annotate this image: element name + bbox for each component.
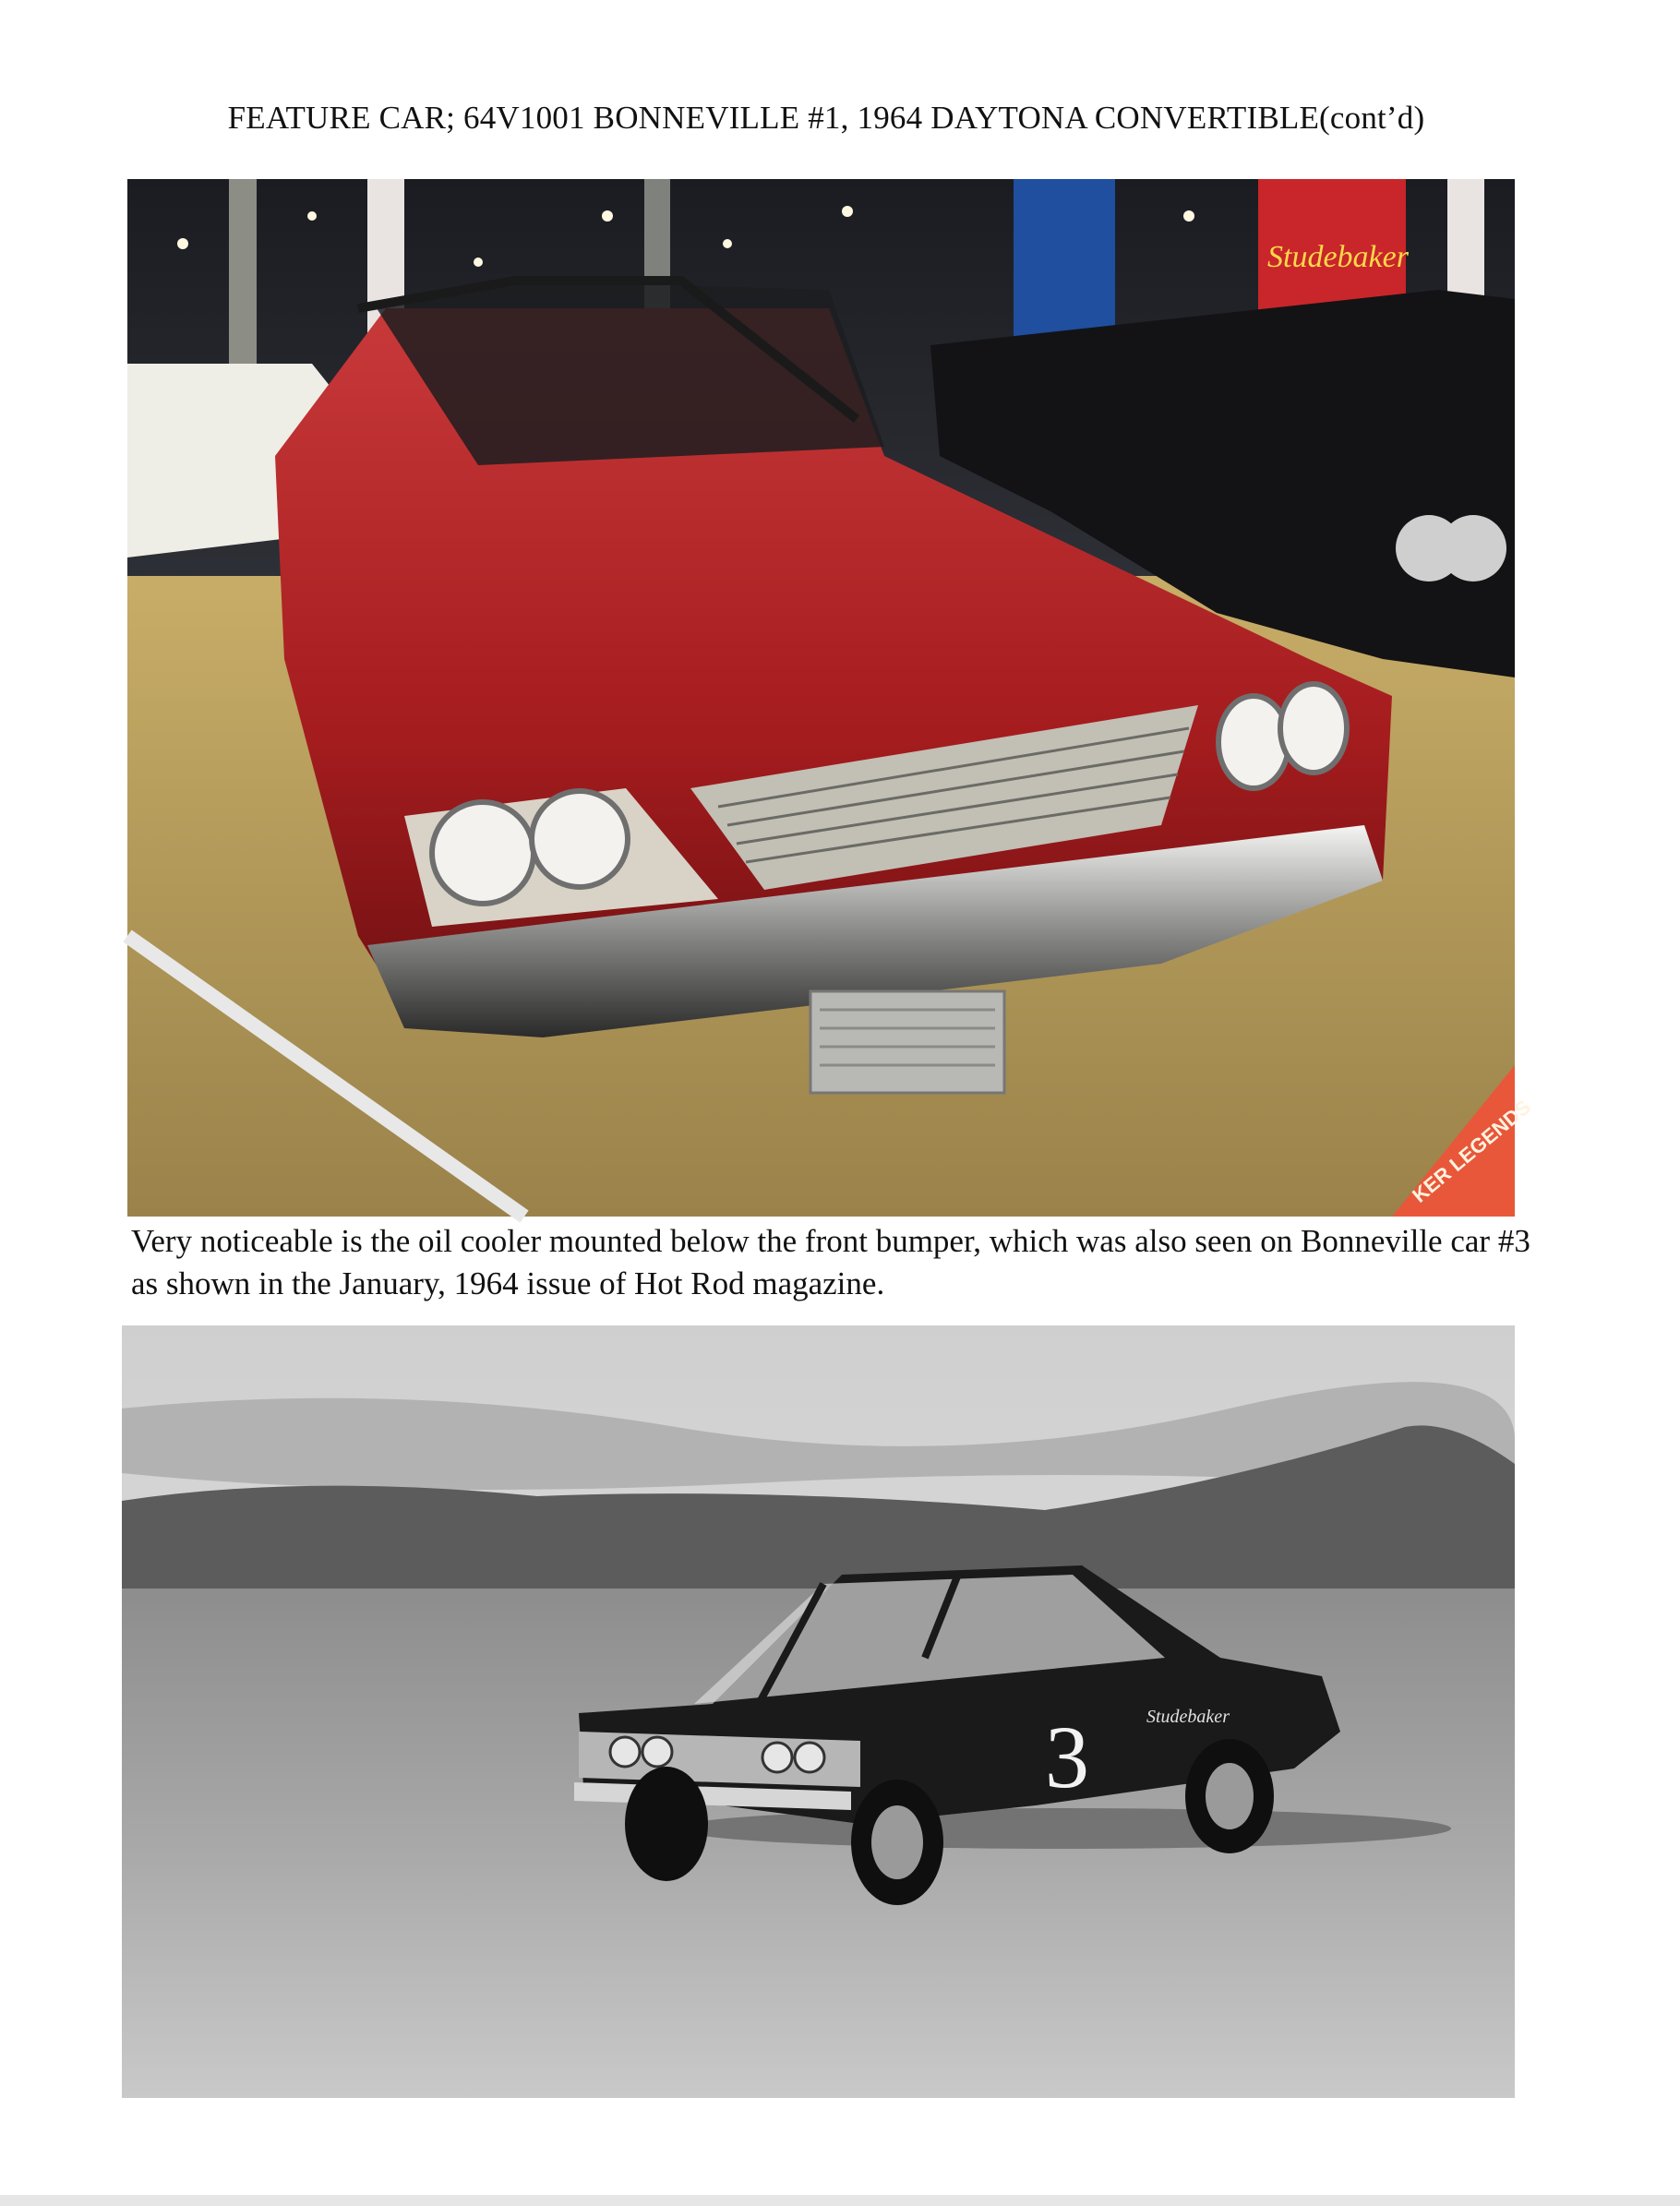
corner-sign-text: KER LEGENDS <box>1408 1095 1535 1207</box>
photo-caption: Very noticeable is the oil cooler mounted below the front bumper, which was also seen on Bonneville car #3 as shown in the January, 1964 issue of Hot Rod magazine. <box>131 1223 1530 1301</box>
photo-red-convertible <box>127 179 1535 1217</box>
door-script-text: Studebaker <box>1146 1707 1230 1727</box>
dealer-banner-text: Studebaker <box>1267 240 1409 274</box>
page-title: FEATURE CAR; 64V1001 BONNEVILLE #1, 1964 DAYTONA CONVERTIBLE(cont’d) <box>227 100 1425 136</box>
photo-bonneville-car-3 <box>122 1325 1515 2098</box>
page-bottom-edge <box>0 2195 1680 2206</box>
car-number: 3 <box>1045 1708 1089 1806</box>
